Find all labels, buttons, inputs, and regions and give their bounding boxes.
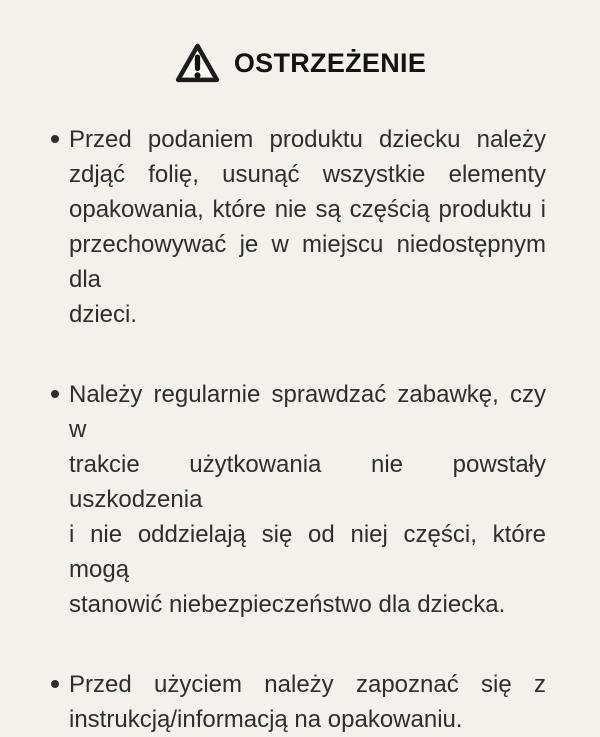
bullet-icon — [51, 135, 59, 143]
warning-line: stanowić niebezpieczeństwo dla dziecka. — [69, 591, 506, 618]
warning-line: trakcie użytkowania nie powstały uszkodzenia — [69, 451, 546, 513]
warning-item-2 — [50, 377, 546, 622]
warning-item-3 — [50, 667, 546, 737]
warning-line: Przed podaniem produktu dziecku należy — [69, 126, 546, 153]
warning-line: Należy regularnie sprawdzać zabawkę, czy w — [69, 381, 546, 443]
warning-line: instrukcją/informacją na opakowaniu. — [69, 706, 463, 733]
warning-line: zdjąć folię, usunąć wszystkie elementy — [69, 161, 546, 188]
warning-triangle-icon — [174, 40, 221, 86]
warning-line: dzieci. — [69, 301, 138, 328]
bullet-icon — [51, 680, 59, 688]
bullet-icon — [51, 390, 59, 398]
warning-line: Przed użyciem należy zapoznać się z — [69, 671, 546, 698]
warning-line: przechowywać je w miejscu niedostępnym dla — [69, 231, 546, 293]
warning-header — [0, 0, 600, 86]
warning-line: i nie oddzielają się od niej części, które mogą — [69, 521, 546, 583]
warning-item-1 — [50, 122, 546, 332]
warnings-list — [50, 122, 546, 737]
page-title: OSTRZEŻENIE — [233, 47, 427, 78]
warning-line: opakowania, które nie są częścią produktu i — [69, 196, 546, 223]
